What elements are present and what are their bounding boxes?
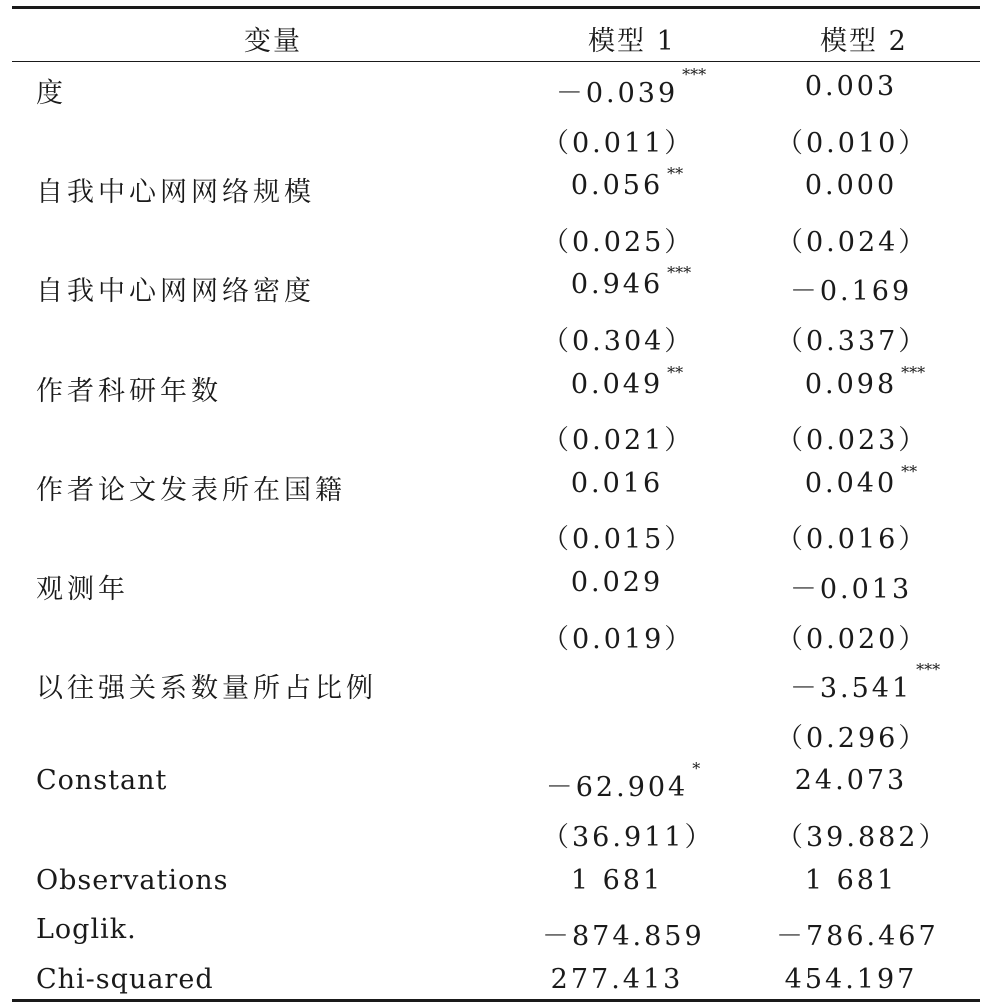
coefficient-value: －3.541 [789, 673, 913, 705]
table-row [12, 410, 980, 460]
coefficient-value: 0.098 [804, 368, 898, 400]
coefficient-value: －0.169 [789, 276, 913, 308]
model-2-cell [776, 418, 929, 457]
coefficient-value: 0.029 [570, 567, 664, 598]
header-variable: 变量 [244, 26, 302, 57]
cell-value-wrap [571, 468, 663, 499]
model-1-cell [542, 567, 692, 598]
model-2-cell [776, 71, 926, 102]
coefficient-value: －0.039 [555, 78, 679, 109]
coefficient-value: （0.011） [542, 127, 695, 159]
table-row [12, 162, 980, 212]
row-label: 度 [36, 78, 67, 109]
cell-value-wrap [542, 220, 694, 259]
model-1-cell [542, 815, 715, 854]
model-1-cell [542, 759, 701, 804]
cell-value-wrap [776, 914, 939, 953]
coefficient-value: （0.024） [776, 226, 929, 258]
model-1-cell [542, 914, 705, 953]
model-2-cell [776, 964, 926, 995]
table-row [12, 658, 980, 708]
coefficient-value: －0.013 [789, 574, 913, 605]
table-row [12, 261, 980, 311]
significance-stars: ** [901, 461, 918, 481]
cell-value-wrap [571, 865, 663, 896]
table-row [12, 361, 980, 411]
model-2-cell [776, 362, 926, 400]
table-row [12, 609, 980, 659]
table-row [12, 757, 980, 807]
coefficient-value: 277.413 [550, 963, 684, 995]
cell-value-wrap [776, 617, 928, 656]
cell-value-wrap [571, 567, 663, 598]
coefficient-value: （36.911） [542, 822, 715, 853]
coefficient-value: （0.015） [542, 524, 695, 556]
coefficient-value: （0.010） [776, 127, 929, 159]
coefficient-value: 0.946 [570, 269, 664, 301]
coefficient-value: （0.019） [542, 623, 695, 655]
coefficient-value: －786.467 [776, 921, 939, 953]
cell-value-wrap [790, 567, 912, 606]
row-label: Constant [36, 765, 168, 797]
cell-value-wrap [545, 759, 701, 804]
cell-value-wrap [776, 319, 928, 358]
model-1-cell [542, 964, 692, 995]
cell-value-wrap [785, 964, 918, 995]
coefficient-value: 0.016 [570, 467, 664, 499]
coefficient-value: （39.882） [776, 822, 949, 853]
model-1-cell [542, 517, 695, 556]
coefficient-value: （0.337） [776, 326, 929, 357]
coefficient-value: 454.197 [784, 963, 918, 995]
cell-value-wrap [805, 865, 897, 896]
row-label: Chi-squared [36, 963, 214, 995]
model-2-cell [776, 914, 939, 953]
model-1-cell [542, 865, 692, 896]
cell-value-wrap [776, 220, 928, 259]
significance-stars: *** [916, 660, 941, 680]
cell-value-wrap [805, 71, 897, 102]
model-1-cell [542, 164, 692, 202]
cell-value-wrap [551, 964, 684, 995]
model-1-cell [542, 362, 692, 400]
coefficient-value: 0.003 [804, 71, 898, 102]
cell-value-wrap [790, 269, 912, 308]
coefficient-value: 1 681 [804, 864, 898, 896]
table-row [12, 509, 980, 559]
cell-value-wrap [776, 815, 948, 854]
model-2-cell [776, 220, 929, 259]
model-2-cell [776, 567, 926, 606]
table-row [12, 63, 980, 113]
table-row [12, 708, 980, 758]
model-2-cell [776, 269, 926, 308]
cell-value-wrap [542, 121, 694, 160]
model-1-cell [542, 418, 695, 457]
model-1-cell [542, 263, 692, 301]
model-2-cell [776, 815, 949, 854]
row-label: 自我中心网网络规模 [36, 177, 315, 209]
table-row [12, 212, 980, 262]
cell-value-wrap [804, 362, 926, 400]
model-1-cell [542, 468, 692, 499]
significance-stars: * [692, 759, 701, 779]
coefficient-value: （0.021） [542, 425, 695, 457]
model-1-cell [542, 121, 695, 160]
header-model-2: 模型 2 [820, 26, 908, 57]
model-1-cell [542, 666, 692, 697]
table-row [12, 559, 980, 609]
cell-value-wrap [789, 660, 941, 705]
cell-value-wrap [776, 418, 928, 457]
table-row [12, 956, 980, 1006]
coefficient-value: 0.000 [804, 170, 898, 202]
coefficient-value: （0.020） [776, 623, 929, 655]
model-1-cell [542, 319, 695, 358]
table-row [12, 857, 980, 907]
regression-table [12, 6, 980, 1002]
cell-value-wrap [805, 170, 897, 201]
row-label: Loglik. [36, 914, 137, 946]
coefficient-value: （0.023） [776, 425, 929, 457]
cell-value-wrap [542, 914, 705, 953]
coefficient-value: 0.056 [570, 170, 664, 202]
significance-stars: *** [682, 65, 707, 84]
table-row [12, 807, 980, 857]
cell-value-wrap [570, 263, 692, 301]
cell-value-wrap [555, 65, 707, 110]
cell-value-wrap [542, 617, 694, 656]
coefficient-value: 24.073 [794, 765, 908, 797]
table-row [12, 460, 980, 510]
row-label: 作者论文发表所在国籍 [36, 474, 346, 506]
table-row [12, 113, 980, 163]
table-row [12, 906, 980, 956]
header-model-1: 模型 1 [588, 26, 676, 57]
coefficient-value: （0.304） [542, 326, 695, 357]
coefficient-value: （0.016） [776, 524, 929, 556]
row-label: 观测年 [36, 574, 129, 605]
model-2-cell [776, 865, 926, 896]
row-label: 自我中心网网络密度 [36, 276, 315, 308]
model-1-cell [542, 716, 692, 747]
cell-value-wrap [542, 319, 694, 358]
model-1-cell [542, 65, 707, 110]
coefficient-value: 0.040 [804, 467, 898, 499]
cell-value-wrap [542, 517, 694, 556]
cell-value-wrap [795, 765, 907, 796]
row-label: 作者科研年数 [36, 375, 222, 407]
table-header [12, 9, 980, 62]
model-2-cell [776, 319, 929, 358]
model-2-cell [776, 765, 926, 796]
significance-stars: *** [667, 263, 692, 283]
significance-stars: *** [901, 362, 926, 382]
cell-value-wrap [542, 815, 714, 854]
cell-value-wrap [776, 716, 928, 755]
coefficient-value: －62.904 [545, 772, 689, 804]
model-1-cell [542, 220, 695, 259]
cell-value-wrap [570, 362, 684, 400]
significance-stars: ** [667, 362, 684, 382]
model-2-cell [776, 121, 929, 160]
coefficient-value: 1 681 [570, 864, 664, 896]
model-1-cell [542, 617, 695, 656]
table-row [12, 311, 980, 361]
coefficient-value: 0.049 [570, 368, 664, 400]
model-2-cell [776, 517, 929, 556]
model-2-cell [776, 617, 929, 656]
model-2-cell [776, 716, 929, 755]
row-label: Observations [36, 864, 229, 896]
model-2-cell [776, 461, 926, 499]
coefficient-value: （0.296） [776, 722, 929, 754]
model-2-cell [776, 660, 941, 705]
cell-value-wrap [804, 461, 918, 499]
row-label: 以往强关系数量所占比例 [36, 673, 377, 705]
cell-value-wrap [776, 121, 928, 160]
coefficient-value: －874.859 [542, 921, 705, 953]
coefficient-value: （0.025） [542, 226, 695, 258]
cell-value-wrap [570, 164, 684, 202]
cell-value-wrap [542, 418, 694, 457]
cell-value-wrap [776, 517, 928, 556]
model-2-cell [776, 170, 926, 201]
significance-stars: ** [667, 164, 684, 184]
